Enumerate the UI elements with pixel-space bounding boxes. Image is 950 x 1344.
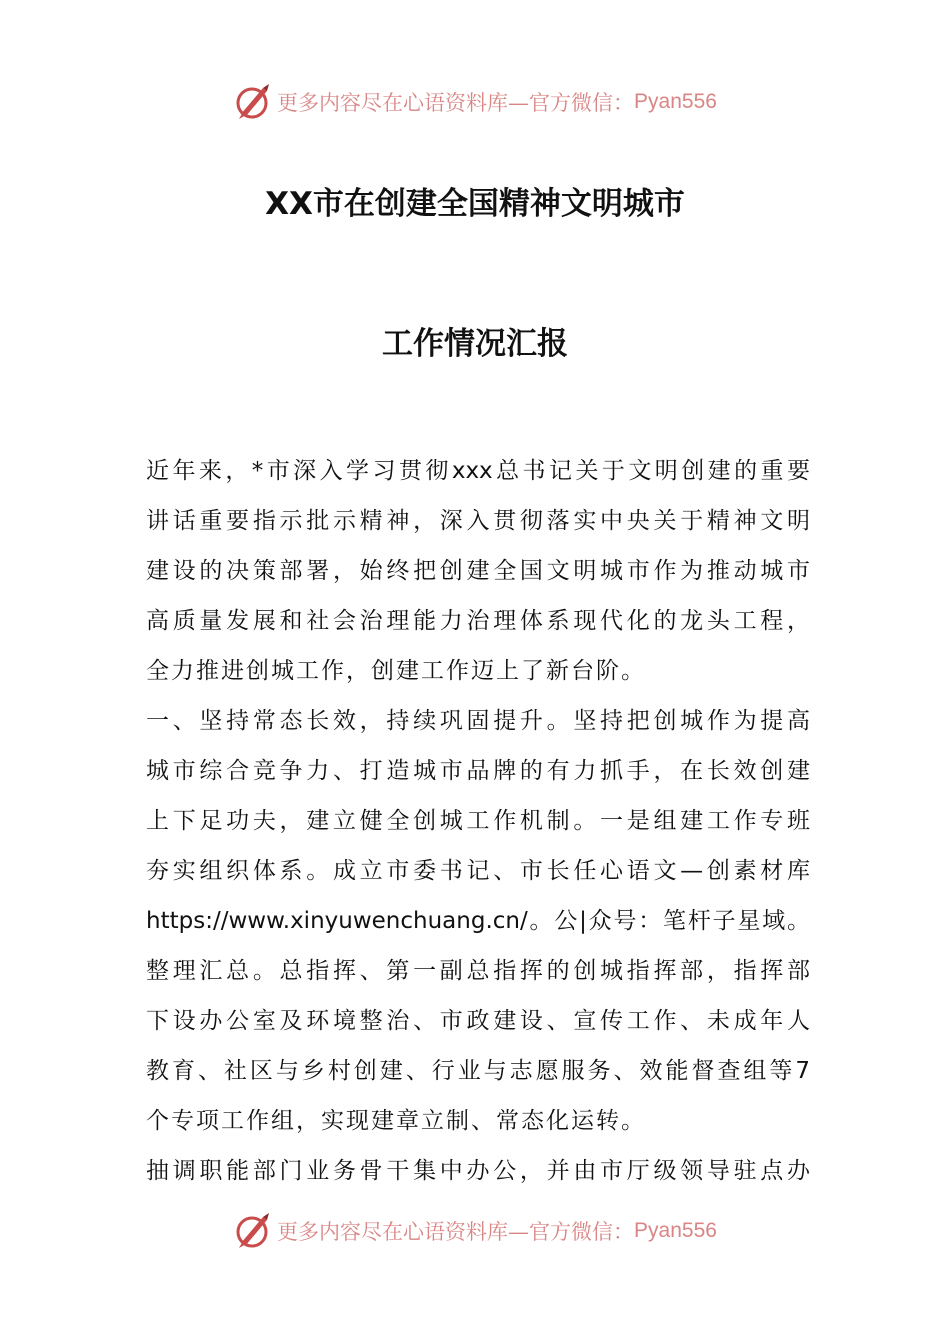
- watermark-wechat-id: Pyan556: [634, 90, 717, 113]
- body-line: 近年来，*市深入学习贯彻xxx总书记关于文明创建的重要: [146, 458, 810, 484]
- watermark-banner-top: [0, 80, 950, 124]
- document-title-line-1: XX市在创建全国精神文明城市: [265, 186, 685, 222]
- body-line: 一、坚持常态长效，持续巩固提升。坚持把创城作为提高: [146, 708, 810, 734]
- body-line: 教育、社区与乡村创建、行业与志愿服务、效能督查组等7: [146, 1058, 810, 1084]
- body-line: 讲话重要指示批示精神，深入贯彻落实中央关于精神文明: [146, 508, 810, 534]
- body-line: 个专项工作组，实现建章立制、常态化运转。: [146, 1108, 646, 1134]
- watermark-text: 更多内容尽在心语资料库—官方微信：: [277, 1220, 635, 1244]
- body-line: 高质量发展和社会治理能力治理体系现代化的龙头工程，: [146, 608, 810, 634]
- watermark-banner-bottom: [0, 1209, 950, 1253]
- quill-logo-icon: [233, 82, 273, 122]
- watermark-wechat-id: Pyan556: [634, 1219, 717, 1242]
- body-line: https://www.xinyuwenchuang.cn/。公|众号：笔杆子星域。: [146, 908, 810, 934]
- body-line: 抽调职能部门业务骨干集中办公，并由市厅级领导驻点办: [146, 1158, 810, 1184]
- body-line: 上下足功夫，建立健全创城工作机制。一是组建工作专班: [146, 808, 810, 834]
- body-line: 下设办公室及环境整治、市政建设、宣传工作、未成年人: [146, 1008, 810, 1034]
- body-line: 整理汇总。总指挥、第一副总指挥的创城指挥部，指挥部: [146, 958, 810, 984]
- body-line: 全力推进创城工作，创建工作迈上了新台阶。: [146, 658, 646, 684]
- document-title-line-2: 工作情况汇报: [382, 326, 568, 362]
- body-line: 建设的决策部署，始终把创建全国文明城市作为推动城市: [146, 558, 810, 584]
- quill-logo-icon: [233, 1211, 273, 1251]
- body-line: 城市综合竞争力、打造城市品牌的有力抓手，在长效创建: [146, 758, 810, 784]
- watermark-text: 更多内容尽在心语资料库—官方微信：: [277, 91, 635, 115]
- body-line: 夯实组织体系。成立市委书记、市长任心语文—创素材库: [146, 858, 810, 884]
- document-body: [146, 446, 810, 1196]
